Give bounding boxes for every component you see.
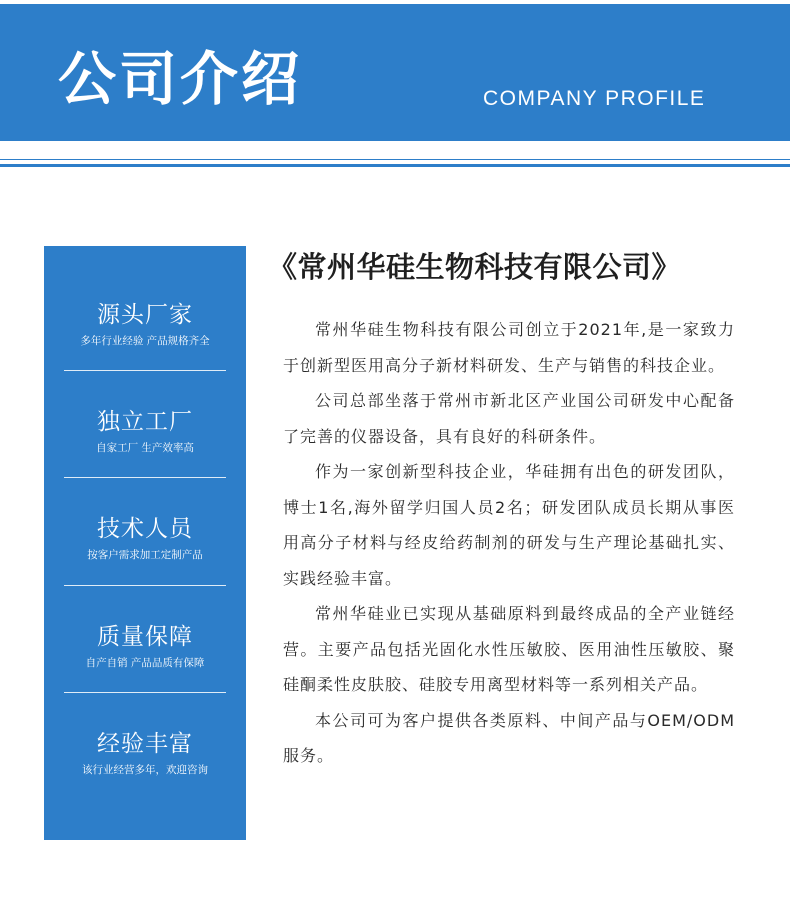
feature-description: 自家工厂 生产效率高: [96, 442, 194, 454]
feature-source-factory: [44, 300, 246, 349]
description-paragraph: 常州华硅业已实现从基础原料到最终成品的全产业链经营。主要产品包括光固化水性压敏胶、医用油性压敏胶、聚硅酮柔性皮肤胶、硅胶专用离型材料等一系列相关产品。: [283, 604, 735, 694]
header-rule-thick: [0, 164, 790, 167]
company-description: [283, 312, 735, 774]
description-paragraph: 公司总部坐落于常州市新北区产业国公司研发中心配备了完善的仪器设备，具有良好的科研条件。: [283, 391, 735, 446]
feature-independent-factory: [44, 407, 246, 456]
feature-description: 该行业经营多年，欢迎咨询: [82, 764, 208, 776]
feature-description: 多年行业经验 产品规格齐全: [80, 335, 210, 347]
features-sidebar: [44, 246, 246, 840]
page-title: 公司介绍: [58, 45, 303, 113]
feature-divider: [64, 692, 226, 693]
feature-rich-experience: [44, 729, 246, 778]
page-subtitle: COMPANY PROFILE: [483, 87, 706, 110]
feature-title: 技术人员: [97, 516, 193, 542]
description-paragraph: 常州华硅生物科技有限公司创立于2021年,是一家致力于创新型医用高分子新材料研发、生产与销售的科技企业。: [283, 320, 735, 375]
feature-title: 经验丰富: [97, 731, 193, 757]
feature-technical-staff: [44, 514, 246, 563]
feature-title: 质量保障: [97, 624, 193, 650]
feature-divider: [64, 370, 226, 371]
feature-divider: [64, 585, 226, 586]
feature-description: 自产自销 产品品质有保障: [85, 657, 205, 669]
header-rule-thin: [0, 159, 790, 160]
feature-title: 独立工厂: [97, 409, 193, 435]
feature-title: 源头厂家: [97, 302, 193, 328]
header-banner: [0, 4, 790, 141]
description-paragraph: 作为一家创新型科技企业，华硅拥有出色的研发团队，博士1名,海外留学归国人员2名；研发团队成员长期从事医用高分子材料与经皮给药制剂的研发与生产理论基础扎实、实践经验丰富。: [283, 462, 735, 588]
company-name-heading: 《常州华硅生物科技有限公司》: [268, 250, 682, 284]
feature-description: 按客户需求加工定制产品: [87, 549, 203, 561]
feature-divider: [64, 477, 226, 478]
description-paragraph: 本公司可为客户提供各类原料、中间产品与OEM/ODM服务。: [283, 710, 735, 765]
feature-quality-assurance: [44, 622, 246, 671]
